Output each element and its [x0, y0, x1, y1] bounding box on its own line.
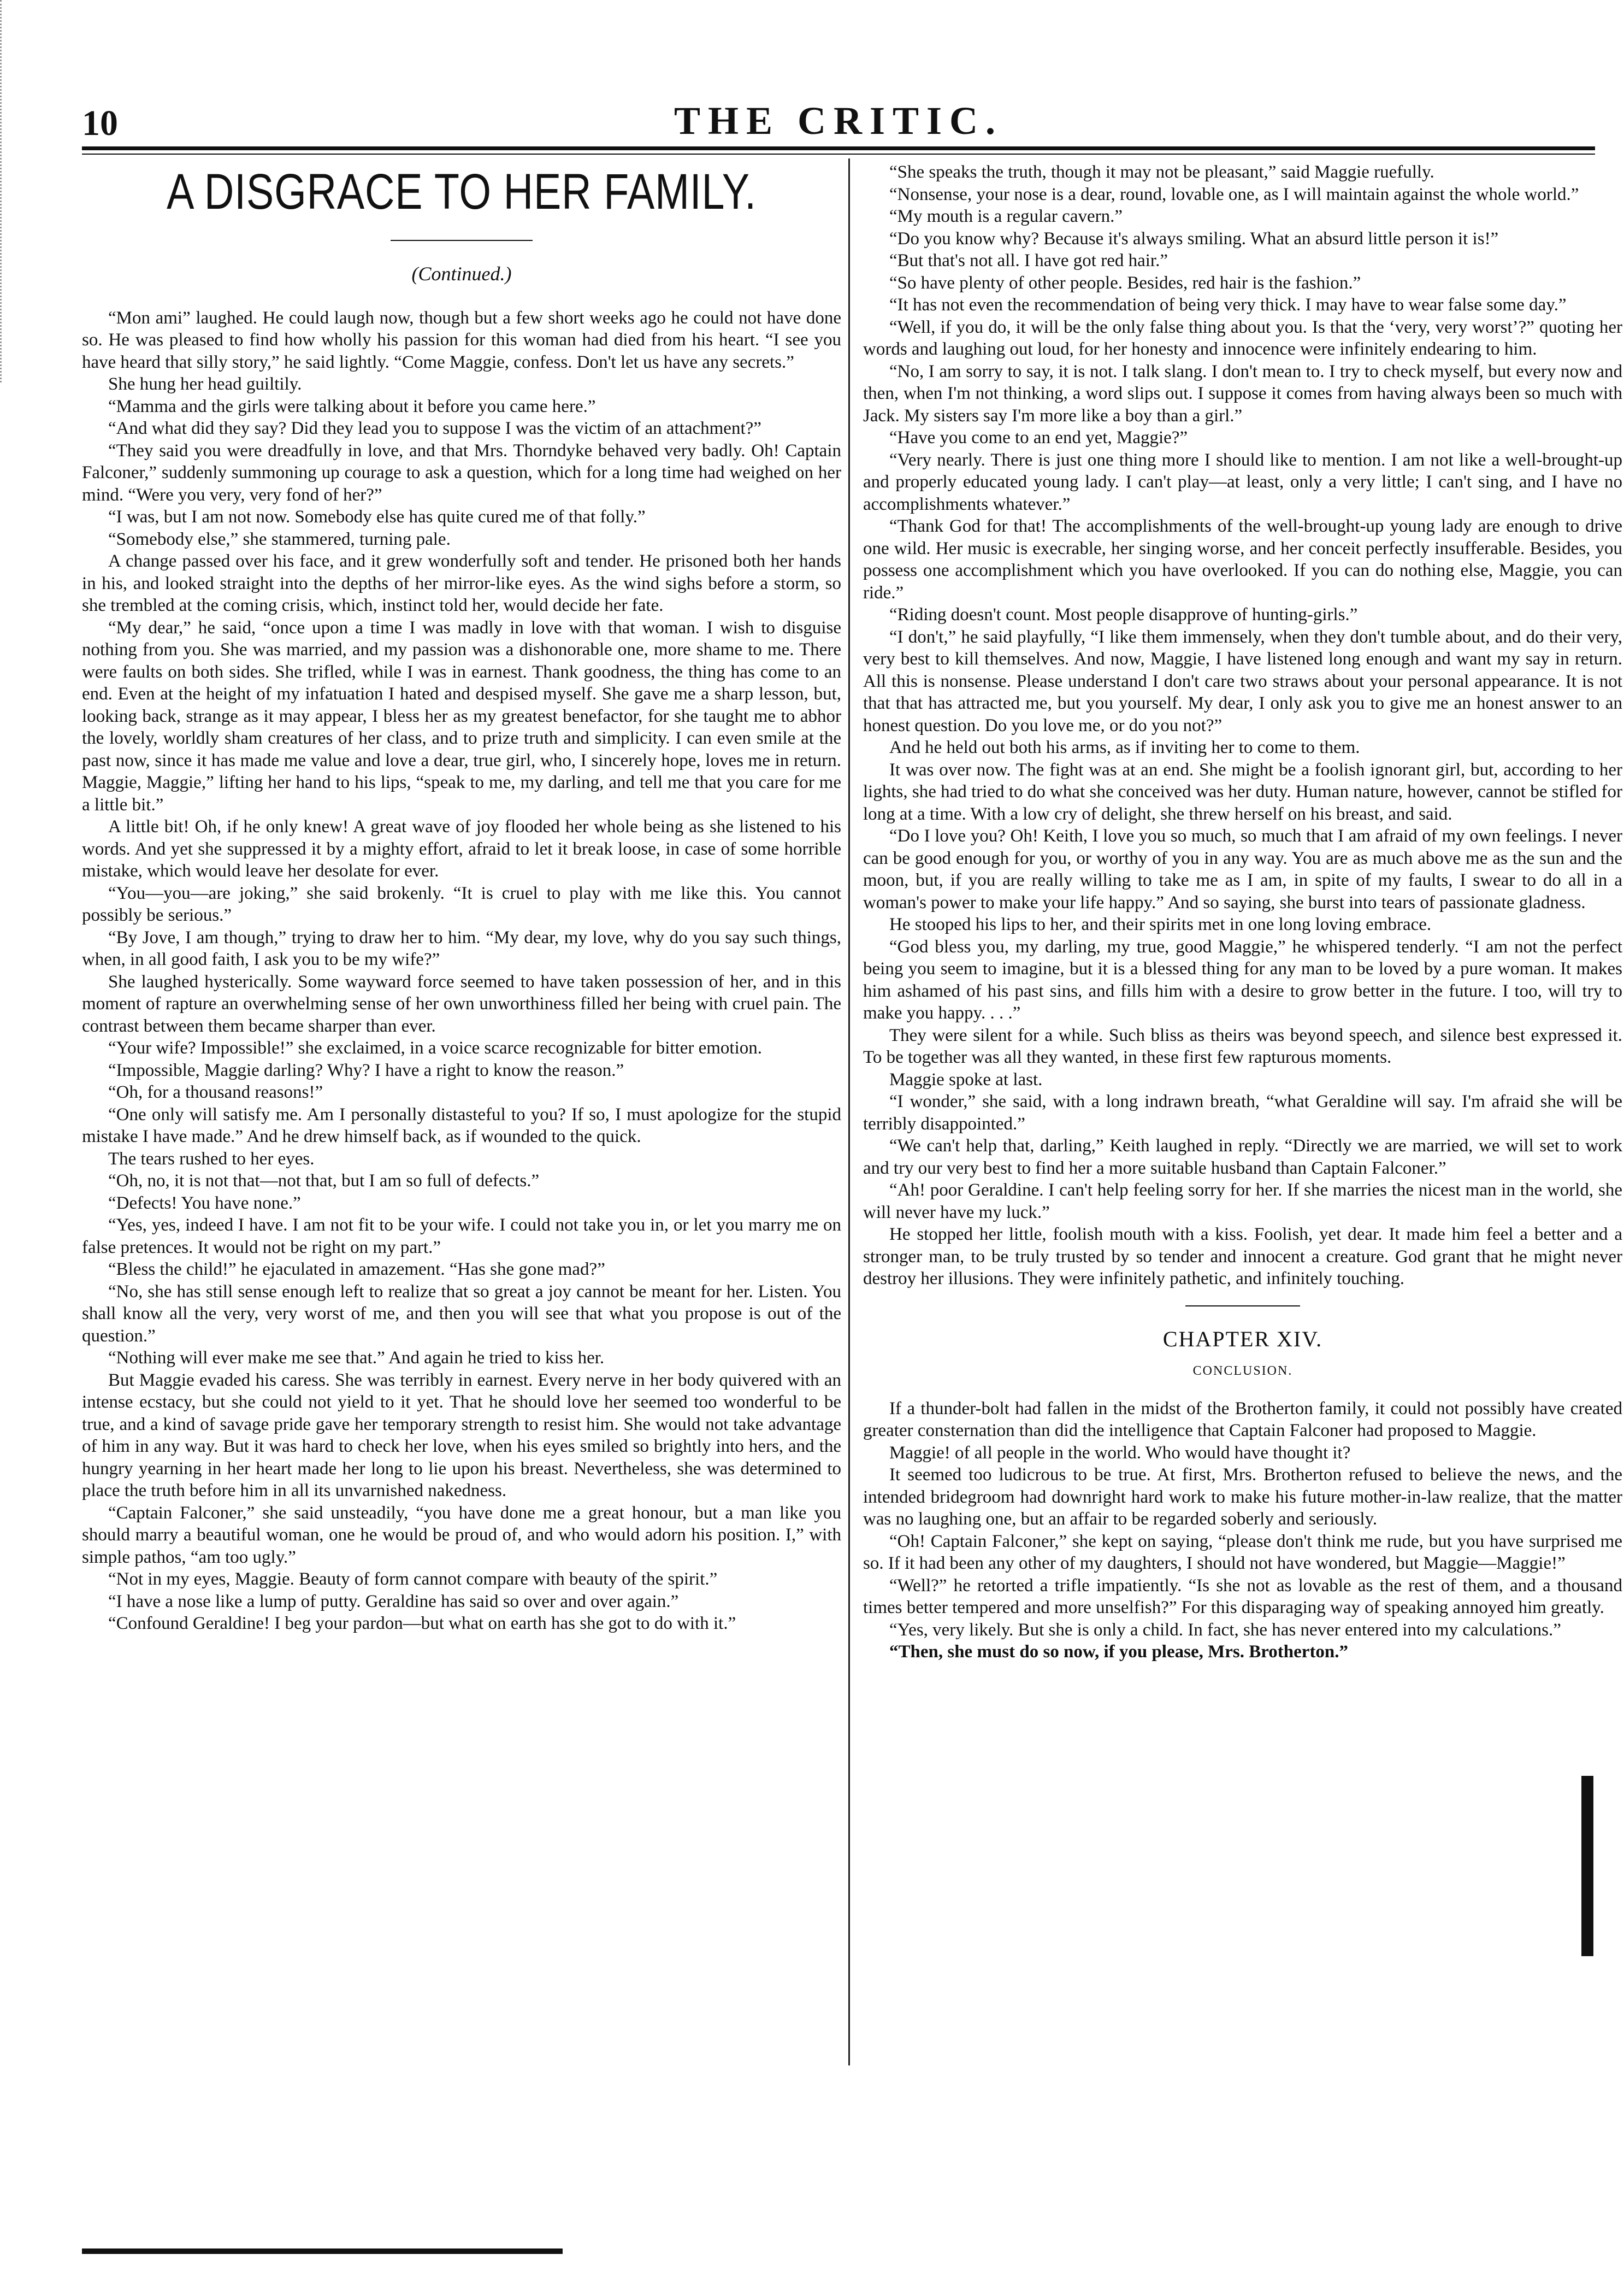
paragraph: “My dear,” he said, “once upon a time I was madly in love with that woman. I wish to disguise nothing from you. She was married, and my passion was a dishonorable one, more shame to me. There were faults on both sides. She trifled, while I was in earnest. Thank goodness, the thing has come to an end. Even at the height of my infatuation I hated and despised myself. She gave me a sharp lesson, but, looking back, strange as it may appear, I bless her as my greatest benefactor, for she taught me to abhor the lovely, worldly sham creatures of her class, and to prize truth and simplicity. I can even smile at the past now, since it has made me value and love a dear, true girl, who, I sincerely hope, loves me in return. Maggie, Maggie,” lifting her hand to his lips, “speak to me, my darling, and tell me that you care for me a little bit.” [82, 617, 841, 815]
paragraph: “One only will satisfy me. Am I personally distasteful to you? If so, I must apologize for the stupid mistake I have made.” And he drew himself back, as if wounded to the quick. [82, 1104, 841, 1146]
paragraph: “Oh, no, it is not that—not that, but I am so full of defects.” [108, 1171, 540, 1191]
paragraph: “Mon ami” laughed. He could laugh now, though but a few short weeks ago he could not have done so. He was pleased to find how wholly his passion for this woman had died from his heart. “I see you have heard that silly story,” he said lightly. “Come Maggie, confess. Don't let us have any secrets.” [82, 308, 841, 372]
paragraph: “Yes, very likely. But she is only a child. In fact, she has never entered into my calculations.” [889, 1620, 1561, 1640]
paragraph: Maggie! of all people in the world. Who would have thought it? [889, 1443, 1351, 1463]
bottom-rule [82, 2248, 563, 2254]
right-paragraphs [863, 161, 1622, 1290]
story-title: A DISGRACE TO HER FAMILY. [167, 164, 757, 220]
masthead: THE CRITIC. [674, 99, 1003, 143]
paragraph: “She speaks the truth, though it may not be pleasant,” said Maggie ruefully. [889, 162, 1434, 182]
header-rule-thin [82, 154, 1595, 155]
chapter-subheading: CONCLUSION. [1192, 1364, 1293, 1378]
paragraph: “Defects! You have none.” [108, 1193, 301, 1213]
paragraph: She hung her head guiltily. [108, 374, 302, 394]
paragraph: “They said you were dreadfully in love, and that Mrs. Thorndyke behaved very badly. Oh! Captain Falconer,” suddenly summoning up courage to ask a question, which for a long time had weighed on her mind. “Were you very, very fond of her?” [82, 440, 841, 505]
paragraph: “Confound Geraldine! I beg your pardon—but what on earth has she got to do with it.” [108, 1614, 736, 1633]
paragraph: It was over now. The fight was at an end. She might be a foolish ignorant girl, but, according to her lights, she had tried to do what she conceived was her duty. Human nature, however, cannot be stifled for long at a time. With a low cry of delight, she threw herself on his breast, and said. [863, 760, 1622, 824]
paragraph: “Very nearly. There is just one thing more I should like to mention. I am not like a well-brought-up and properly educated young lady. I can't play—at least, only a very little; I can't sing, and I have no accomplishments whatever.” [863, 450, 1622, 514]
paragraph: But Maggie evaded his caress. She was terribly in earnest. Every nerve in her body quivered with an intense ecstacy, but she could not yield to it yet. That he should love her seemed too wonderful to be true, and a kind of savage pride gave her temporary strength to resist him. She would not take advantage of him in any way. But it was hard to check her love, when his eyes smiled so brightly into hers, and the hungry yearning in her heart made her long to lie upon his breast. Nevertheless, she was determined to place the truth before him in all its unvarnished nakedness. [82, 1370, 841, 1500]
paragraph: The tears rushed to her eyes. [108, 1149, 315, 1169]
paragraph: “I wonder,” she said, with a long indrawn breath, “what Geraldine will say. I'm afraid she will be terribly disappointed.” [863, 1092, 1622, 1134]
paragraph: “Well, if you do, it will be the only false thing about you. Is that the ‘very, very worst’?” quoting her words and laughing out loud, for her honesty and innocence were infinitely endearing to him. [863, 317, 1622, 359]
paragraph: A little bit! Oh, if he only knew! A great wave of joy flooded her whole being as she listened to his words. And yet she suppressed it by a mighty effort, afraid to let it break loose, in case of some horrible mistake, which would leave her desolate for ever. [82, 817, 841, 881]
paragraph: “No, she has still sense enough left to realize that so great a joy cannot be meant for her. Listen. You shall know all the very, very worst of me, and then you will see that what you propose is out of the question.” [82, 1281, 841, 1346]
paragraph: “Have you come to an end yet, Maggie?” [889, 428, 1188, 448]
title-rule [391, 240, 533, 241]
paragraph: And he held out both his arms, as if inviting her to come to them. [889, 738, 1360, 757]
paragraph: “So have plenty of other people. Besides, red hair is the fashion.” [889, 273, 1361, 293]
paragraph: “Do I love you? Oh! Keith, I love you so much, so much that I am afraid of my own feelings. I never can be good enough for you, or worthy of you in any way. You are as much above me as the sun and the moon, but, if you are really willing to take me as I am, in spite of my faults, I swear to do all in a woman's power to make your life happy.” And so saying, she burst into tears of passionate gladness. [863, 826, 1622, 913]
margin-specks [0, 0, 23, 382]
header-rule-thick [82, 146, 1595, 150]
paragraph: “Thank God for that! The accomplishments of the well-brought-up young lady are enough to drive one wild. Her music is execrable, her singing worse, and her conceit perfectly insufferable. Besides, you possess one accomplishment which you have overlooked. If you can do nothing else, Maggie, you can ride.” [863, 516, 1622, 603]
paragraph: Maggie spoke at last. [889, 1069, 1043, 1090]
paragraph: “We can't help that, darling,” Keith laughed in reply. “Directly we are married, we will set to work and try our very best to find her a more suitable husband than Captain Falconer.” [863, 1136, 1622, 1178]
chapter-rule [1185, 1305, 1300, 1306]
paragraph: He stooped his lips to her, and their spirits met in one long loving embrace. [889, 915, 1432, 934]
continued-note: (Continued.) [411, 263, 512, 285]
paragraph: “But that's not all. I have got red hair.” [889, 251, 1168, 270]
paragraph: “It has not even the recommendation of being very thick. I may have to wear false some day.” [889, 295, 1567, 315]
paragraph: He stopped her little, foolish mouth with a kiss. Foolish, yet dear. It made him feel a better and a stronger man, to be truly trusted by so tender and innocent a creature. God grant that he might never destroy her illusions. They were infinitely pathetic, and infinitely touching. [863, 1225, 1622, 1288]
paragraph: “I was, but I am not now. Somebody else has quite cured me of that folly.” [108, 507, 646, 527]
page-header [82, 98, 1595, 148]
paragraph: “I don't,” he said playfully, “I like them immensely, when they don't tumble about, and do their very, very best to kill themselves. And now, Maggie, I have listened long enough and want my say in return. All this is nonsense. Please understand I don't care two straws about your personal appearance. It is not that that has attracted me, but you yourself. My dear, I only ask you to give me an honest answer to an honest question. Do you love me, or do you not?” [863, 627, 1622, 735]
paragraph: “Well?” he retorted a trifle impatiently. “Is she not as lovable as the rest of them, and a thousand times better tempered and more unselfish?” For this disparaging way of speaking annoyed him greatly. [863, 1575, 1622, 1617]
left-column [82, 161, 841, 1635]
paragraph: “Somebody else,” she stammered, turning pale. [108, 529, 451, 549]
paragraph: “Do you know why? Because it's always smiling. What an absurd little person it is!” [889, 228, 1499, 249]
paragraph: A change passed over his face, and it grew wonderfully soft and tender. He prisoned both her hands in his, and looked straight into the depths of her mirror-like eyes. As the wind sighs before a storm, so she trembled at the coming crisis, which, instinct told her, would decide her fate. [82, 551, 841, 615]
paragraph: “Ah! poor Geraldine. I can't help feeling sorry for her. If she marries the nicest man in the world, she will never have my luck.” [863, 1180, 1622, 1222]
paragraph: “Bless the child!” he ejaculated in amazement. “Has she gone mad?” [108, 1259, 605, 1279]
paragraph: “Nothing will ever make me see that.” And again he tried to kiss her. [108, 1348, 605, 1368]
page-number: 10 [82, 103, 118, 143]
paragraph: They were silent for a while. Such bliss as theirs was beyond speech, and silence best expressed it. To be together was all they wanted, in these first few rapturous moments. [863, 1025, 1622, 1067]
column-divider [848, 158, 850, 2065]
paragraph: “Yes, yes, indeed I have. I am not fit to be your wife. I could not take you in, or let you marry me on false pretences. It would not be right on my part.” [82, 1215, 841, 1257]
paragraph: “And what did they say? Did they lead you to suppose I was the victim of an attachment?” [108, 419, 761, 438]
chapter-paragraphs [863, 1398, 1622, 1641]
paragraph: “My mouth is a regular cavern.” [889, 207, 1123, 226]
paragraph: “By Jove, I am though,” trying to draw her to him. “My dear, my love, why do you say such things, when, in all good faith, I ask you to be my wife?” [82, 927, 841, 969]
paragraph: “Impossible, Maggie darling? Why? I have a right to know the reason.” [108, 1060, 624, 1080]
paragraph: “Not in my eyes, Maggie. Beauty of form cannot compare with beauty of the spirit.” [108, 1569, 718, 1589]
final-line: “Then, she must do so now, if you please, Mrs. Brotherton.” [889, 1642, 1349, 1662]
paragraph: “Riding doesn't count. Most people disapprove of hunting-girls.” [889, 605, 1358, 625]
edge-bar [1581, 1776, 1593, 1956]
paragraph: “Captain Falconer,” she said unsteadily, “you have done me a great honour, but a man like you should marry a beautiful woman, one he would be proud of, and who would adorn his position. I,” with simple pathos, “am too ugly.” [82, 1503, 841, 1567]
paragraph: “Oh! Captain Falconer,” she kept on saying, “please don't think me rude, but you have surprised me so. If it had been any other of my daughters, I should not have wondered, but Maggie—Maggie!” [863, 1531, 1622, 1573]
paragraph: She laughed hysterically. Some wayward force seemed to have taken possession of her, and in this moment of rapture an overwhelming sense of her own unworthiness filled her being with cruel pain. The contrast between them became sharper than ever. [82, 972, 841, 1036]
paragraph: “God bless you, my darling, my true, good Maggie,” he whispered tenderly. “I am not the perfect being you seem to imagine, but it is a blessed thing for any man to be loved by a pure woman. It makes him ashamed of his past sins, and fills him with a desire to grow better in the future. I too, will try to make you happy. . . .” [863, 937, 1622, 1023]
left-paragraphs [82, 307, 841, 1635]
paragraph: “Mamma and the girls were talking about it before you came here.” [108, 396, 596, 416]
paragraph: If a thunder-bolt had fallen in the midst of the Brotherton family, it could not possibly have created greater consternation than did the intelligence that Captain Falconer had proposed to Maggie. [863, 1398, 1622, 1440]
paragraph: “Nonsense, your nose is a dear, round, lovable one, as I will maintain against the whole world.” [889, 184, 1579, 204]
chapter-heading: CHAPTER XIV. [1162, 1326, 1323, 1351]
paragraph: “Oh, for a thousand reasons!” [108, 1082, 323, 1102]
paragraph: “You—you—are joking,” she said brokenly. “It is cruel to play with me like this. You cannot possibly be serious.” [82, 883, 841, 925]
paragraph: “Your wife? Impossible!” she exclaimed, in a voice scarce recognizable for bitter emotion. [108, 1038, 763, 1058]
paragraph: It seemed too ludicrous to be true. At first, Mrs. Brotherton refused to believe the news, and the intended bridegroom had downright hard work to make his future mother-in-law realize, that the matter was no laughing one, but an affair to be regarded soberly and seriously. [863, 1465, 1622, 1529]
paragraph: “No, I am sorry to say, it is not. I talk slang. I don't mean to. I try to check myself, but every now and then, when I'm not thinking, a word slips out. I suppose it comes from having always been so much with Jack. My sisters say I'm more like a boy than a girl.” [863, 361, 1622, 426]
right-column [863, 161, 1622, 1663]
paragraph: “I have a nose like a lump of putty. Geraldine has said so over and over again.” [108, 1591, 679, 1611]
